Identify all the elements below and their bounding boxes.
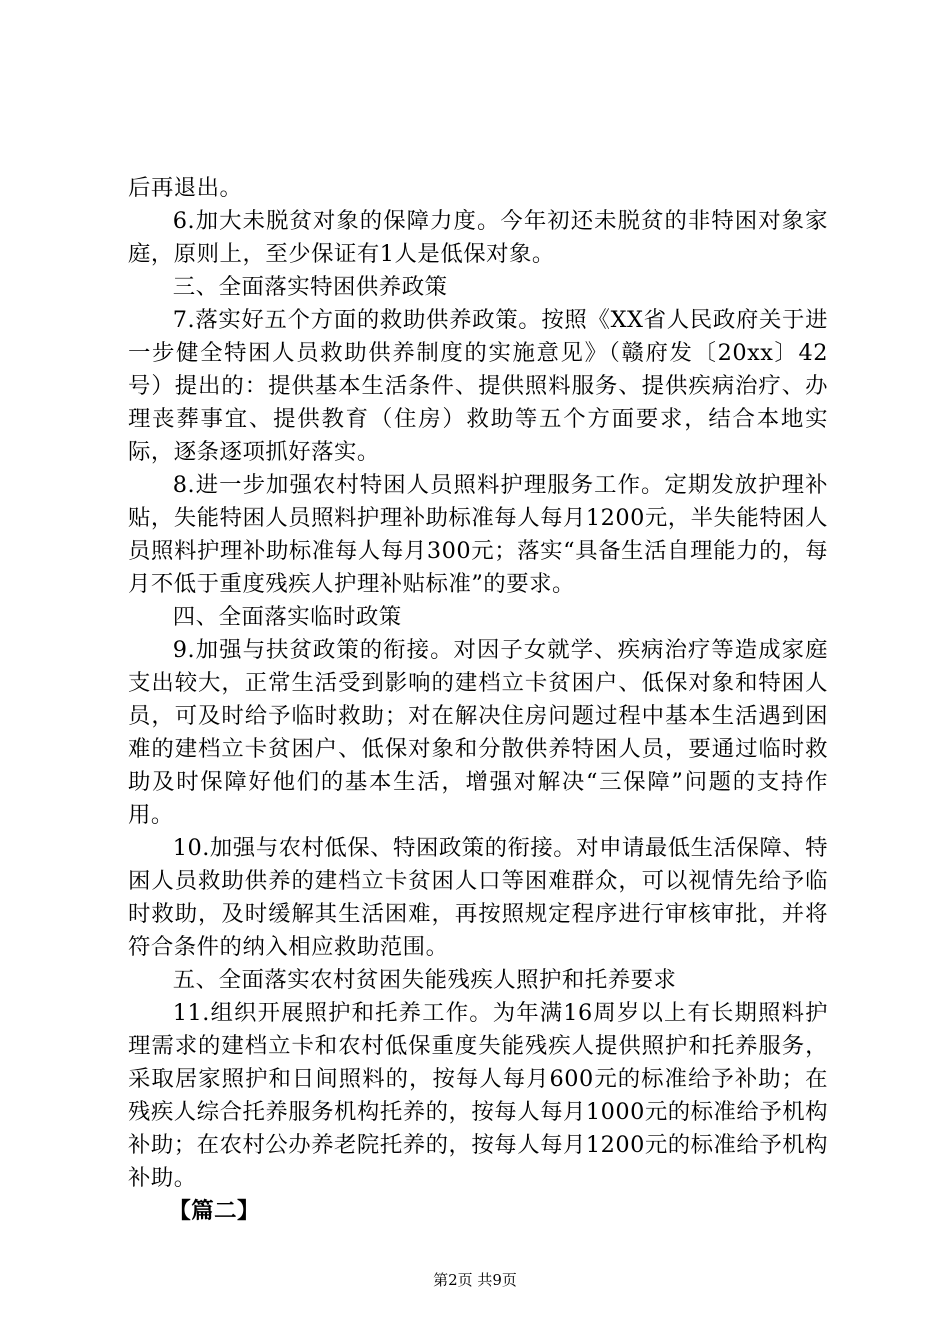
part-two-marker: 【篇二】 xyxy=(168,1198,260,1224)
paragraph-item-7: 7.落实好五个方面的救助供养政策。按照《XX省人民政府关于进一步健全特困人员救助供养制度的实施意见》（赣府发〔20xx〕42号）提出的：提供基本生活条件、提供照料服务、提供疾病治疗、办理丧葬事宜、提供教育（住房）救助等五个方面要求，结合本地实际，逐条逐项抓好落实。 xyxy=(128,307,828,465)
paragraph-item-6: 6.加大未脱贫对象的保障力度。今年初还未脱贫的非特困对象家庭，原则上，至少保证有1人是低保对象。 xyxy=(128,208,828,267)
page-number-label: 第2页 共9页 xyxy=(433,1271,517,1289)
paragraph-item-9: 9.加强与扶贫政策的衔接。对因子女就学、疾病治疗等造成家庭支出较大，正常生活受到影响的建档立卡贫困户、低保对象和特困人员，可及时给予临时救助；对在解决住房问题过程中基本生活遇到困难的建档立卡贫困户、低保对象和分散供养特困人员，要通过临时救助及时保障好他们的基本生活，增强对解决“三保障”问题的支持作用。 xyxy=(128,637,828,828)
section-heading-5: 五、全面落实农村贫困失能残疾人照护和托养要求 xyxy=(172,967,677,993)
section-heading-3: 三、全面落实特困供养政策 xyxy=(172,274,448,300)
page-footer xyxy=(0,1270,950,1290)
section-heading-4: 四、全面落实临时政策 xyxy=(172,604,402,630)
paragraph-continuation: 后再退出。 xyxy=(128,175,243,201)
paragraph-item-8: 8.进一步加强农村特困人员照料护理服务工作。定期发放护理补贴，失能特困人员照料护理补助标准每人每月1200元，半失能特困人员照料护理补助标准每人每月300元；落实“具备生活自理能力的，每月不低于重度残疾人护理补贴标准”的要求。 xyxy=(128,472,828,597)
document-body xyxy=(128,172,828,1228)
paragraph-item-11: 11.组织开展照护和托养工作。为年满16周岁以上有长期照料护理需求的建档立卡和农村低保重度失能残疾人提供照护和托养服务，采取居家照护和日间照料的，按每人每月600元的标准给予补助；在残疾人综合托养服务机构托养的，按每人每月1000元的标准给予机构补助；在农村公办养老院托养的，按每人每月1200元的标准给予机构补助。 xyxy=(128,1000,828,1191)
paragraph-item-10: 10.加强与农村低保、特困政策的衔接。对申请最低生活保障、特困人员救助供养的建档立卡贫困人口等困难群众，可以视情先给予临时救助，及时缓解其生活困难，再按照规定程序进行审核审批，并将符合条件的纳入相应救助范围。 xyxy=(128,835,828,960)
